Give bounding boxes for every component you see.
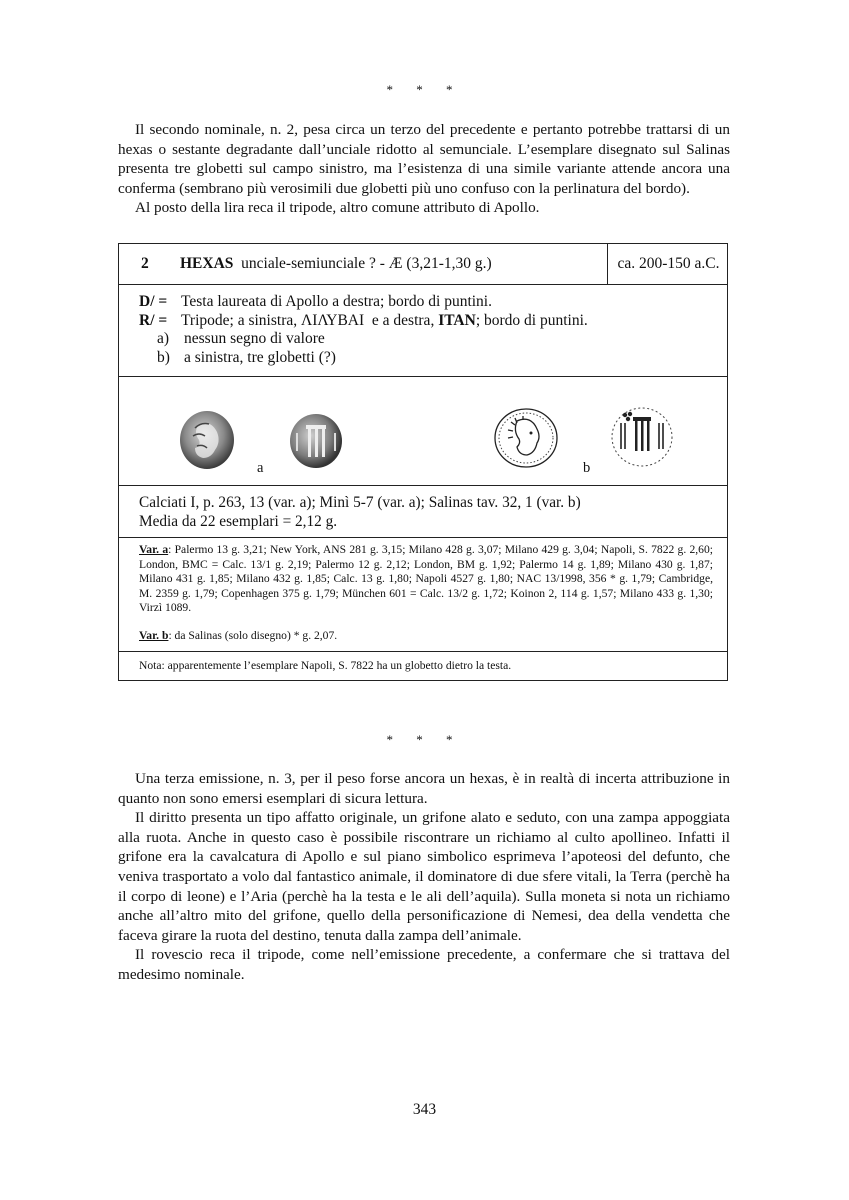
variant-a-tag: Var. a — [139, 543, 169, 556]
coin-photos — [119, 377, 727, 486]
coin-b-reverse-drawing — [609, 405, 675, 469]
reverse-label: R/ = — [139, 312, 168, 329]
coin-label-a: a — [257, 460, 264, 476]
denomination: HEXAS — [180, 255, 234, 272]
body-paragraph-1: Una terza emissione, n. 3, per il peso forse ancora un hexas, è in realtà di incerta attribuzione in quanto non sono emersi esemplari di sicura lettura. — [118, 770, 730, 807]
catalog-entry — [118, 243, 728, 681]
variant-a-text: nessun segno di valore — [184, 330, 325, 347]
catalog-title — [180, 255, 492, 273]
variant-a-specimens — [139, 543, 713, 616]
catalog-number: 2 — [141, 255, 149, 272]
note-text: Nota: apparentemente l’esemplare Napoli, S. 7822 ha un globetto dietro la testa. — [139, 659, 512, 672]
body-text — [118, 769, 730, 985]
variant-specimens — [119, 538, 727, 652]
body-paragraph-2: Il diritto presenta un tipo affatto originale, un grifone alato e seduto, con una zampa appoggiata alla ruota. Anche in questo caso è possibile riscontrare un richiamo al culto apollineo. Infatti il grifone era la cavalcatura di Apollo e sul piano simbolico esprimeva l’apoteosi del defunto, che veniva trasportato a volo dal fantastico animale, il dominatore di due sfere vitali, la Terra (perchè ha il corpo di leone) e l’Aria (perchè ha la testa e le ali dell’aquila). Sulla moneta si nota un richiamo anche all’altro mito del grifone, quello della personificazione di Nemesi, dea della vendetta che faceva girare la ruota del destino, tenuta dalla zampa dell’animale. — [118, 809, 730, 944]
average-weight: Media da 22 esemplari = 2,12 g. — [139, 513, 338, 530]
references — [119, 486, 727, 538]
intro-paragraph-2: Al posto della lira reca il tripode, altro comune attributo di Apollo. — [135, 199, 540, 217]
obverse-text: Testa laureata di Apollo a destra; bordo di puntini. — [181, 293, 492, 310]
variant-b-line — [157, 349, 336, 367]
reverse-line — [139, 312, 588, 330]
catalog-note — [119, 652, 727, 681]
reverse-legend-left: ΛΙΛΥΒΑΙ — [300, 312, 365, 329]
separator-middle: * * * — [386, 732, 463, 747]
variant-b-text: a sinistra, tre globetti (?) — [184, 349, 336, 366]
reverse-text-after: ; bordo di puntini. — [475, 312, 588, 329]
coin-types — [119, 285, 727, 377]
denomination-description: unciale-semiunciale ? - Æ (3,21-1,30 g.) — [241, 255, 492, 272]
reverse-text-before: Tripode; a sinistra, — [181, 312, 301, 329]
coin-label-b: b — [583, 460, 591, 476]
variant-b-list: : da Salinas (solo disegno) * g. 2,07. — [168, 629, 338, 642]
page-number: 343 — [412, 1101, 437, 1118]
coin-a-reverse-photo — [289, 413, 343, 469]
obverse-label: D/ = — [139, 293, 168, 310]
separator-top: * * * — [386, 82, 463, 97]
variant-a-list: : Palermo 13 g. 3,21; New York, ANS 281 g. 3,15; Milano 428 g. 3,07; Milano 429 g. 3,04; Napoli, S. 7822 g. 2,60; London, BMC = Calc. 13/1 g. 2,19; Palermo 12 g. 2,12; London, BM g. 1,92; Palermo 14 g. 1,89; Milano 430 g. 1,87; Milano 431 g. 1,85; Milano 432 g. 1,85; Calc. 13 g. 1,80; Napoli 4527 g. 1,80; NAC 13/1998, 356 * g. 1,79; Cambridge, M. 2359 g. 1,79; Copenhagen 375 g. 1,79; München 601 = Calc. 13/2 g. 1,72; Koinon 2, 114 g. 1,57; Milano 433 g. 1,30; Virzì 1089. — [139, 543, 713, 615]
coin-b-obverse-drawing — [493, 407, 559, 469]
obverse-line — [139, 293, 492, 311]
catalog-date: ca. 200-150 a.C. — [607, 244, 729, 284]
variant-b-specimens — [139, 629, 337, 644]
variant-b-tag: Var. b — [139, 629, 169, 642]
coin-a-obverse-photo — [179, 410, 235, 470]
references-text: Calciati I, p. 263, 13 (var. a); Minì 5-7 (var. a); Salinas tav. 32, 1 (var. b) — [139, 494, 581, 511]
catalog-header — [119, 244, 727, 285]
reverse-text-middle: e a destra, — [364, 312, 439, 329]
reverse-legend-right: ITAN — [438, 312, 476, 329]
intro-paragraph-1: Il secondo nominale, n. 2, pesa circa un terzo del precedente e pertanto potrebbe trattarsi di un hexas o sestante degradante dall’unciale ridotto al semunciale. L’esemplare disegnato sul Salinas presenta tre globetti sul campo sinistro, ma l’esistenza di una simile variante attende ancora una conferma (sembrano più verosimili due globetti più uno confuso con la perlinatura del bordo). — [118, 121, 730, 197]
intro-text — [118, 120, 730, 218]
variant-b-letter: b) — [157, 349, 170, 366]
variant-a-line — [157, 330, 325, 348]
variant-a-letter: a) — [157, 330, 170, 347]
body-paragraph-3: Il rovescio reca il tripode, come nell’emissione precedente, a confermare che si trattava del medesimo nominale. — [118, 946, 730, 983]
